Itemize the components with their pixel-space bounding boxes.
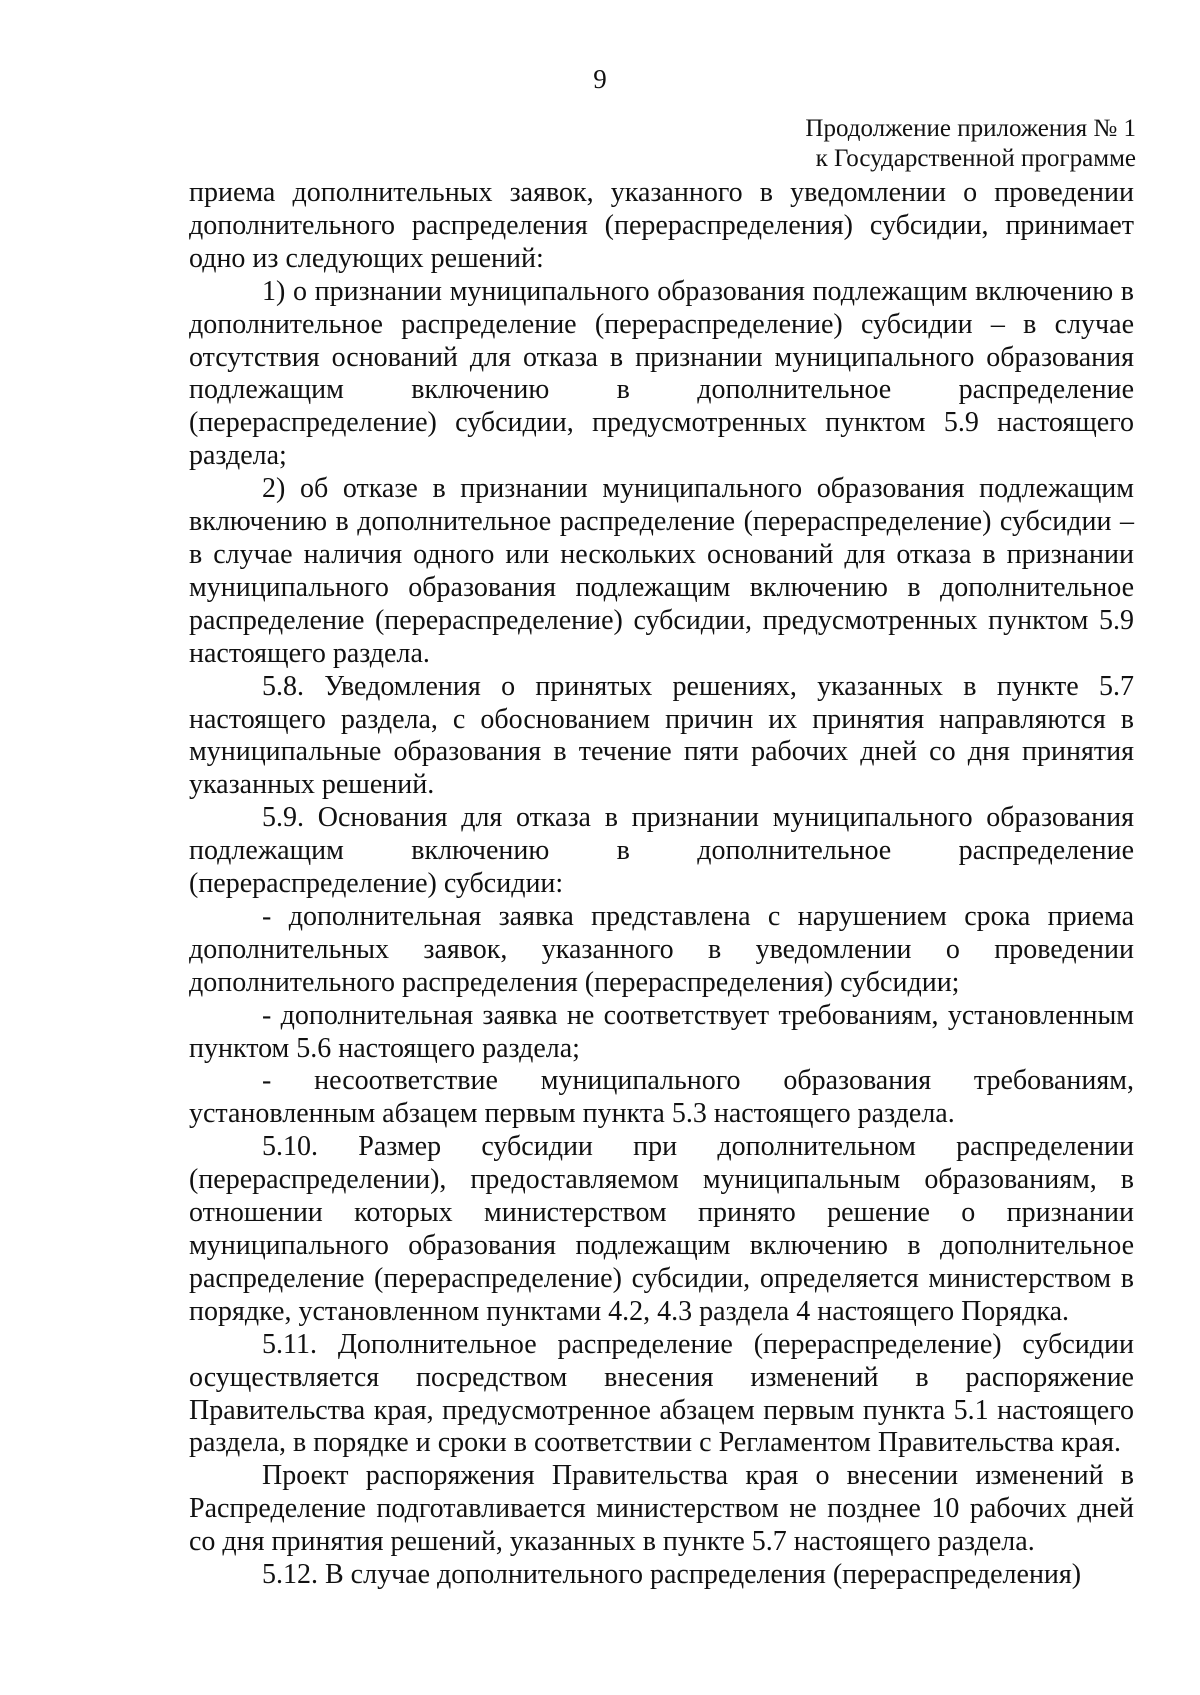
paragraph-5-11: 5.11. Дополнительное распределение (перераспределение) субсидии осуществляется посредством внесения изменений в распоряжение Правительства края, предусмотренное абзацем первым пункта 5.1 настоящего раздела, в порядке и сроки в соответствии с Регламентом Правительства края. <box>189 1328 1134 1459</box>
appendix-header <box>805 114 1136 174</box>
appendix-header-line-2: к Государственной программе <box>815 145 1136 172</box>
paragraph-item-2: 2) об отказе в признании муниципального образования подлежащим включению в дополнительное распределение (перераспределение) субсидии – в случае наличия одного или нескольких оснований для отказа в признании муниципального образования подлежащим включению в дополнительное распределение (перераспределение) субсидии, предусмотренных пунктом 5.9 настоящего раздела. <box>189 473 1134 669</box>
paragraph-continuation: приема дополнительных заявок, указанного в уведомлении о проведении дополнительного распределения (перераспределения) субсидии, принимает одно из следующих решений: <box>189 177 1134 274</box>
paragraph-5-9-bullet-3: - несоответствие муниципального образования требованиям, установленным абзацем первым пункта 5.3 настоящего раздела. <box>189 1065 1134 1130</box>
paragraph-5-10: 5.10. Размер субсидии при дополнительном распределении (перераспределении), предоставляемом муниципальным образованиям, в отношении которых министерством принято решение о признании муниципального образования подлежащим включению в дополнительное распределение (перераспределение) субсидии, определяется министерством в порядке, установленном пунктами 4.2, 4.3 раздела 4 настоящего Порядка. <box>189 1131 1134 1327</box>
paragraph-item-1: 1) о признании муниципального образования подлежащим включению в дополнительное распределение (перераспределение) субсидии – в случае отсутствия оснований для отказа в признании муниципального образования подлежащим включению в дополнительное распределение (перераспределение) субсидии, предусмотренных пунктом 5.9 настоящего раздела; <box>189 275 1134 472</box>
paragraph-5-11-draft: Проект распоряжения Правительства края о внесении изменений в Распределение подготавливается министерством не позднее 10 рабочих дней со дня принятия решений, указанных в пункте 5.7 настоящего раздела. <box>189 1460 1134 1558</box>
paragraph-5-12: 5.12. В случае дополнительного распределения (перераспределения) <box>262 1559 1082 1591</box>
paragraph-5-9: 5.9. Основания для отказа в признании муниципального образования подлежащим включению в дополнительное распределение (перераспределение) субсидии: <box>189 802 1134 900</box>
page-number: 9 <box>593 64 607 94</box>
appendix-header-line-1: Продолжение приложения № 1 <box>805 115 1136 142</box>
paragraph-5-9-bullet-2: - дополнительная заявка не соответствует требованиям, установленным пунктом 5.6 настоящего раздела; <box>189 999 1134 1064</box>
paragraph-5-9-bullet-1: - дополнительная заявка представлена с нарушением срока приема дополнительных заявок, указанного в уведомлении о проведении дополнительного распределения (перераспределения) субсидии; <box>189 900 1134 998</box>
paragraph-5-8: 5.8. Уведомления о принятых решениях, указанных в пункте 5.7 настоящего раздела, с обоснованием причин их принятия направляются в муниципальные образования в течение пяти рабочих дней со дня принятия указанных решений. <box>189 670 1134 801</box>
document-body <box>189 177 1134 1592</box>
